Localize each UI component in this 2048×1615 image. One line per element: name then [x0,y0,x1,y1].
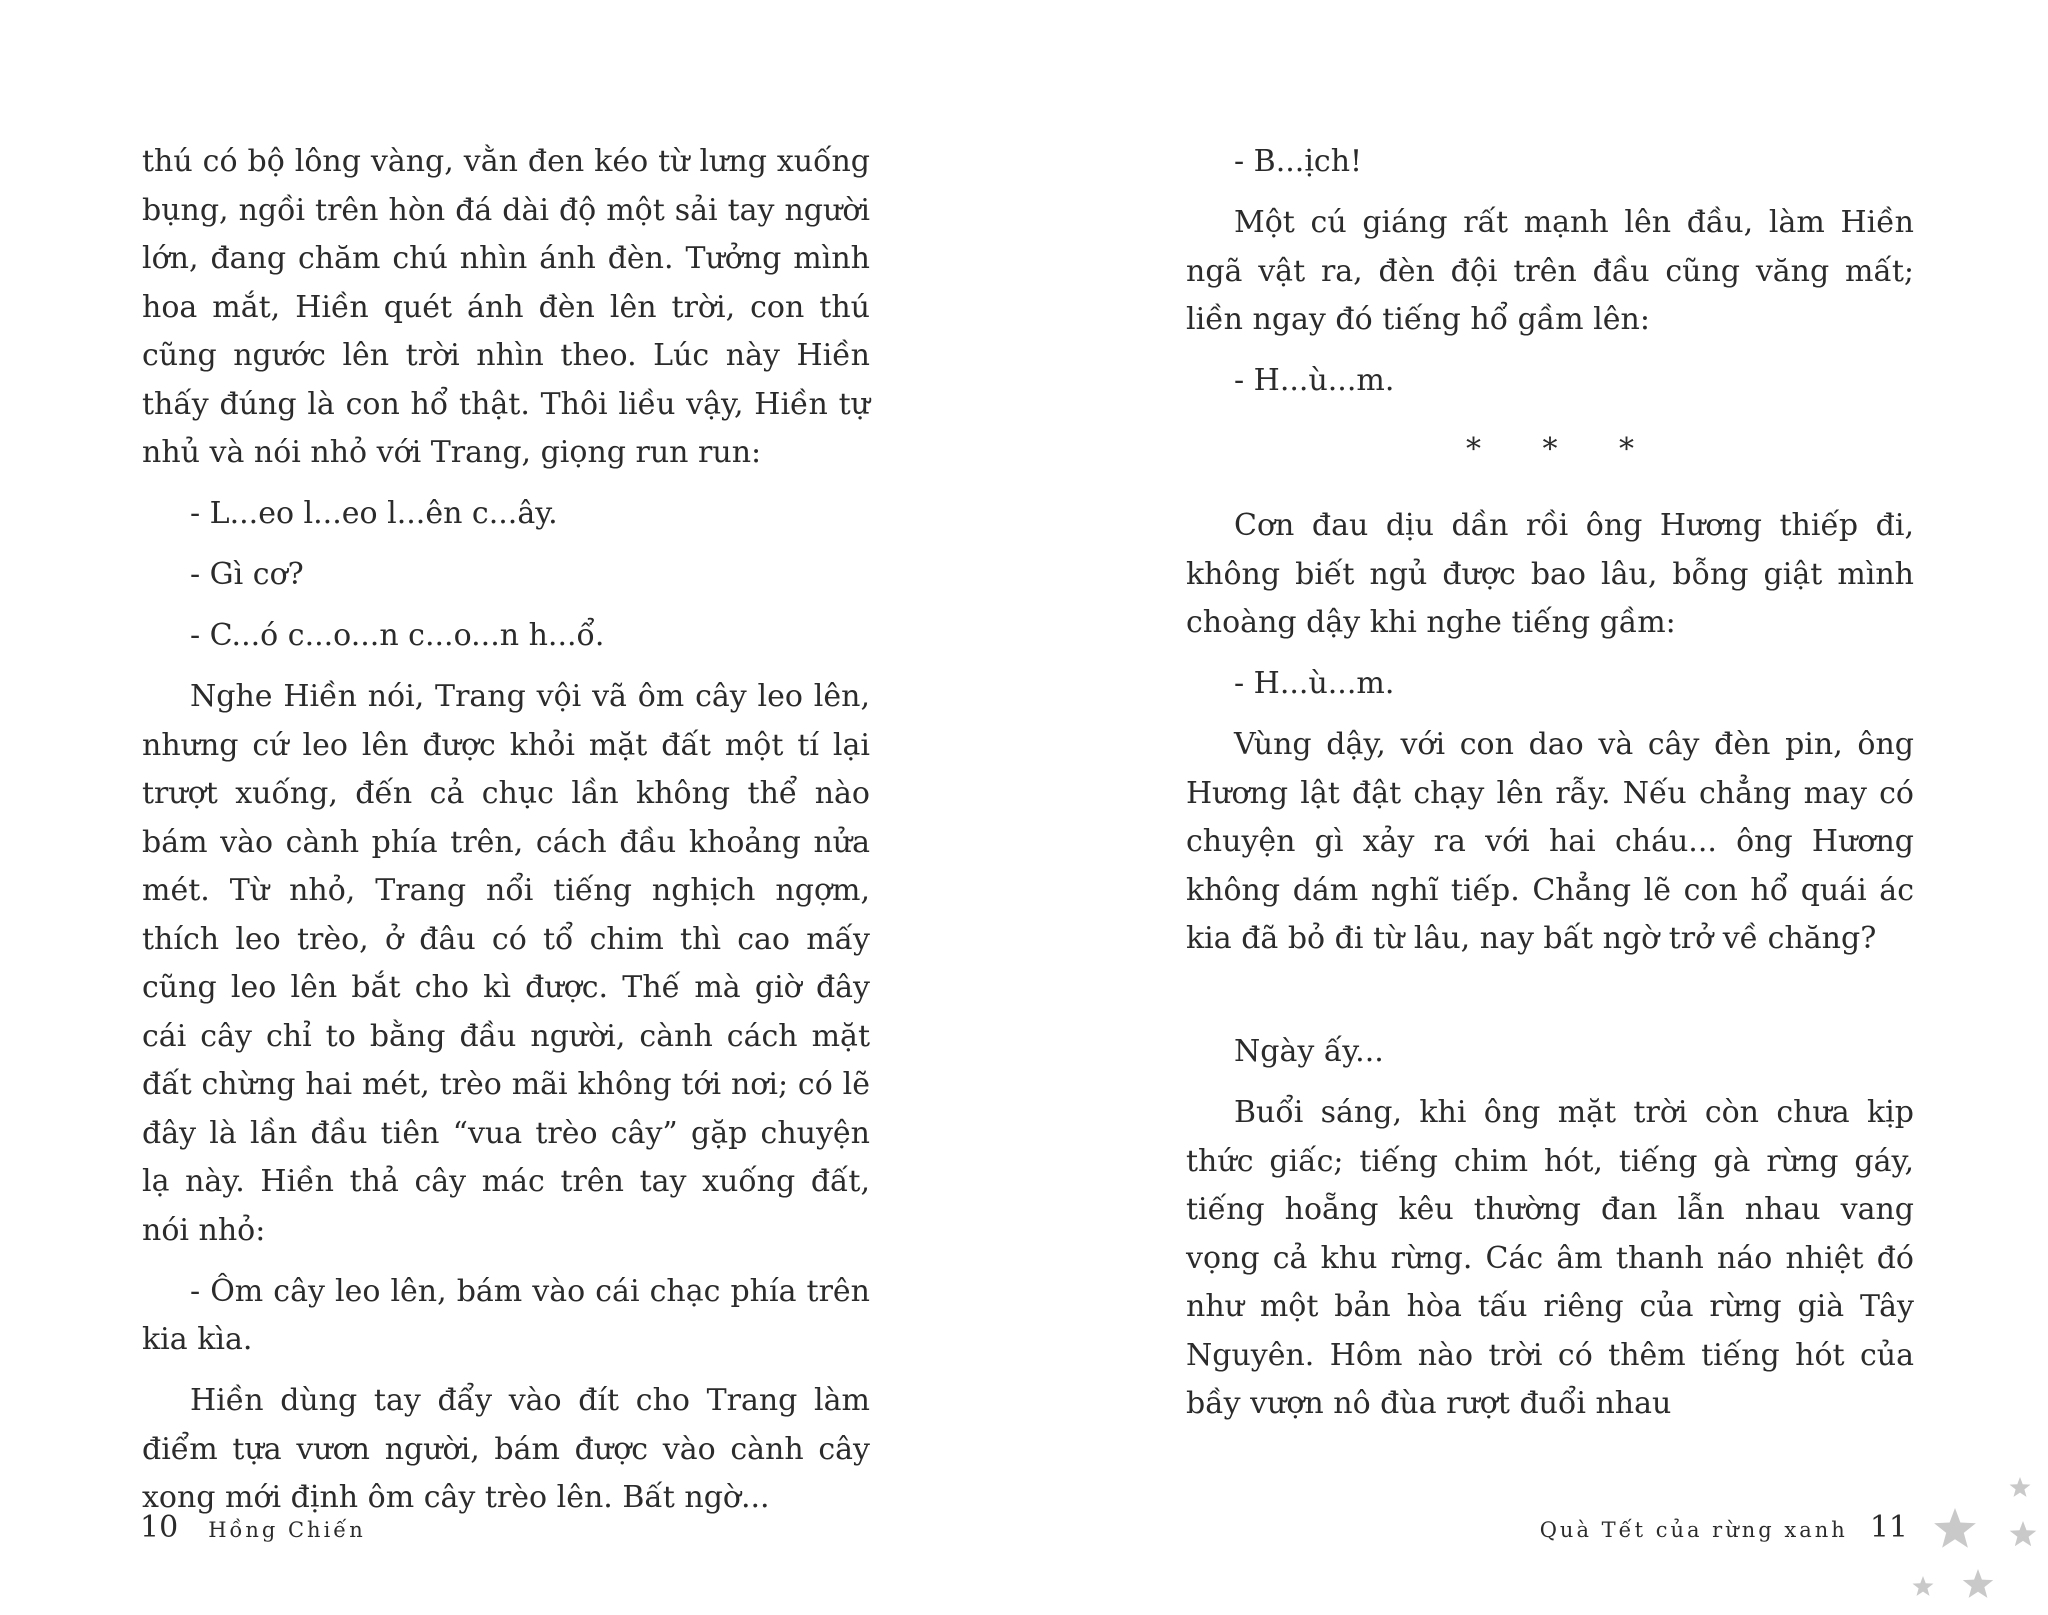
running-head-title: Quà Tết của rừng xanh [1539,1518,1848,1542]
right-footer [1540,1510,1908,1545]
spacer [1186,976,1914,1028]
dialogue-line: - H...ù...m. [1234,363,1395,398]
dialogue-line: - C...ó c...o...n c...o...n h...ổ. [190,618,605,653]
page-number: 11 [1869,1510,1908,1545]
paragraph: Nghe Hiền nói, Trang vội vã ôm cây leo lên, nhưng cứ leo lên được khỏi mặt đất một tí lại trượt xuống, đến cả chục lần không thể nào bám vào cành phía trên, cách đầu khoảng nửa mét. Từ nhỏ, Trang nổi tiếng nghịch ngợm, thích leo trèo, ở đâu có tổ chim thì cao mấy cũng leo lên bắt cho kì được. Thế mà giờ đây cái cây chỉ to bằng đầu người, cành cách mặt đất chừng hai mét, trèo mãi không tới nơi; có lẽ đây là lần đầu tiên “vua trèo cây” gặp chuyện lạ này. Hiền thả cây mác trên tay xuống đất, nói nhỏ: [142,679,870,1248]
paragraph: Ngày ấy... [1234,1034,1384,1069]
paragraph: Buổi sáng, khi ông mặt trời còn chưa kịp thức giấc; tiếng chim hót, tiếng gà rừng gáy, tiếng hoẵng kêu thường đan lẫn nhau vang vọng cả khu rừng. Các âm thanh náo nhiệt đó như một bản hòa tấu riêng của rừng già Tây Nguyên. Hôm nào trời có thêm tiếng hót của bầy vượn nô đùa rượt đuổi nhau [1186,1095,1914,1421]
star-icon [2010,1477,2031,1497]
paragraph: - Ôm cây leo lên, bám vào cái chạc phía trên kia kìa. [142,1273,870,1357]
dialogue-line: - L...eo l...eo l...ên c...ây. [190,496,558,531]
left-page-text [142,138,870,1535]
dialogue-line: - Gì cơ? [190,557,304,592]
paragraph: thú có bộ lông vàng, vằn đen kéo từ lưng xuống bụng, ngồi trên hòn đá dài độ một sải tay người lớn, đang chăm chú nhìn ánh đèn. Tưởng mình hoa mắt, Hiền quét ánh đèn lên trời, con thú cũng ngước lên trời nhìn theo. Lúc này Hiền thấy đúng là con hổ thật. Thôi liều vậy, Hiền tự nhủ và nói nhỏ với Trang, giọng run run: [142,144,870,470]
paragraph: Một cú giáng rất mạnh lên đầu, làm Hiền ngã vật ra, đèn đội trên đầu cũng văng mất; liền ngay đó tiếng hổ gầm lên: [1186,205,1914,337]
dialogue-line: - H...ù...m. [1234,666,1395,701]
paragraph: Vùng dậy, với con dao và cây đèn pin, ông Hương lật đật chạy lên rẫy. Nếu chẳng may có chuyện gì xảy ra với hai cháu... ông Hương không dám nghĩ tiếp. Chẳng lẽ con hổ quái ác kia đã bỏ đi từ lâu, nay bất ngờ trở về chăng? [1186,727,1914,956]
left-footer [140,1510,366,1545]
star-icon [1934,1508,1976,1548]
paragraph: Hiền dùng tay đẩy vào đít cho Trang làm điểm tựa vươn người, bám được vào cành cây xong mới định ôm cây trèo lên. Bất ngờ... [142,1383,870,1515]
paragraph: Cơn đau dịu dần rồi ông Hương thiếp đi, không biết ngủ được bao lâu, bỗng giật mình choàng dậy khi nghe tiếng gầm: [1186,508,1914,640]
section-separator: * * * [1465,431,1661,467]
star-icon [2010,1521,2037,1546]
stars-icon [1880,1460,2048,1615]
dialogue-line: - B...ịch! [1234,144,1363,179]
star-icon [1963,1569,1993,1598]
page-number: 10 [140,1510,179,1545]
star-icon [1913,1576,1934,1596]
running-head-author: Hồng Chiến [208,1518,366,1542]
right-page-text [1186,138,1914,1441]
